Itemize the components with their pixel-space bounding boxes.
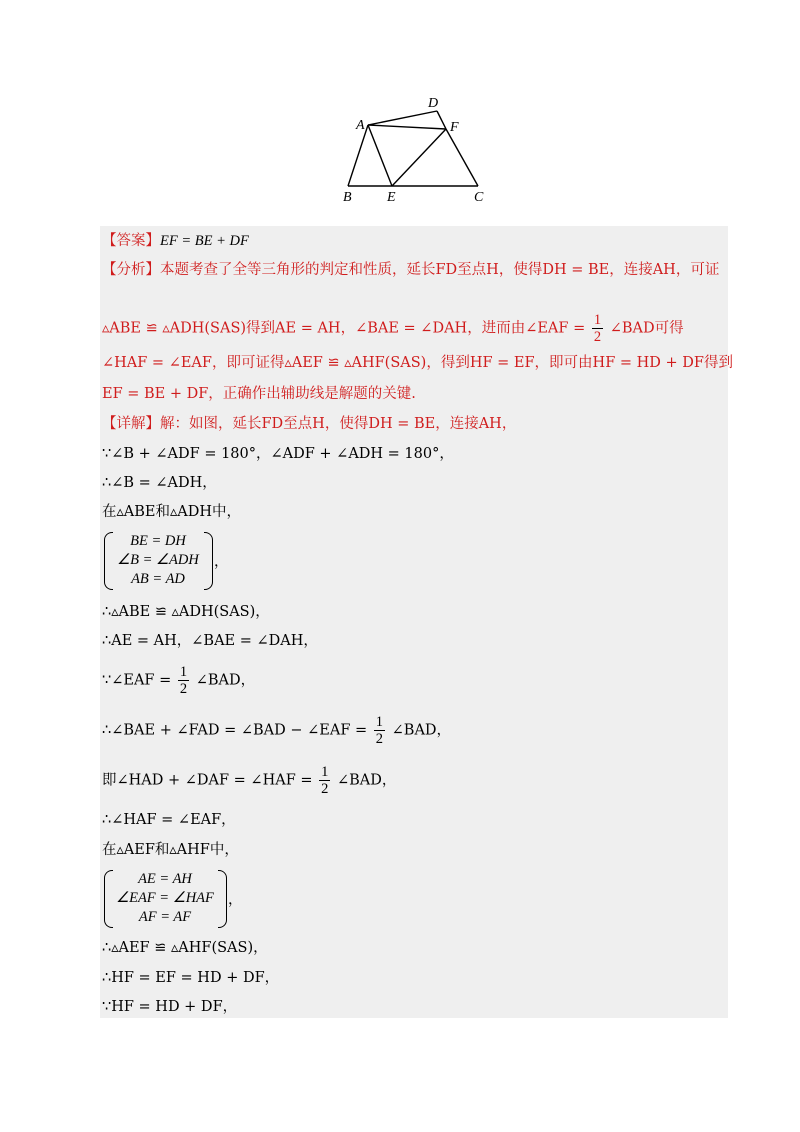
step-13: ∵HF = HD + DF， <box>102 999 238 1015</box>
system-tail: ， <box>228 892 243 908</box>
fraction-half <box>178 664 189 697</box>
right-brace <box>204 532 213 590</box>
analysis-line-1: 【分析】本题考查了全等三角形的判定和性质，延长FD至点H，使得DH = BE，连接AH，可证 <box>102 262 720 278</box>
label-D: D <box>428 96 439 111</box>
analysis-line-4: EF = BE + DF，正确作出辅助线是解题的关键. <box>102 386 416 402</box>
step-3: 在▵ABE和▵ADH中， <box>102 504 242 520</box>
step-10: 在▵AEF和▵AHF中， <box>102 842 239 858</box>
segment-DF <box>437 111 446 129</box>
right-brace <box>218 870 227 928</box>
segment-FC <box>446 129 478 186</box>
system-tail: ， <box>214 554 229 570</box>
step-6 <box>102 664 255 697</box>
segment-AB <box>348 125 368 186</box>
fraction-numerator: 1 <box>593 312 602 328</box>
step-5: ∴AE = AH，∠BAE = ∠DAH， <box>102 633 318 649</box>
system-row: ∠EAF = ∠HAF <box>116 890 214 906</box>
system-rows <box>110 870 220 927</box>
step-6-text: ∵∠EAF = <box>102 672 172 689</box>
system-rows <box>110 532 206 589</box>
step-7-tail: ∠BAD， <box>391 722 452 739</box>
label-F: F <box>450 120 459 135</box>
step-7-text: ∴∠BAE + ∠FAD = ∠BAD − ∠EAF = <box>102 722 368 739</box>
quadrilateral-diagram <box>330 92 500 210</box>
answer-text: EF = BE + DF <box>160 233 249 249</box>
fraction-numerator: 1 <box>321 764 329 780</box>
step-2: ∴∠B = ∠ADH， <box>102 475 217 491</box>
system-row: AF = AF <box>138 909 192 925</box>
analysis-line-2-text: ▵ABE ≌ ▵ADH(SAS)得到AE = AH，∠BAE = ∠DAH，进而由∠EAF = <box>102 320 586 337</box>
fraction-denominator: 2 <box>593 329 602 345</box>
label-A: A <box>356 118 365 133</box>
label-B: B <box>343 190 352 205</box>
step-12: ∴HF = EF = HD + DF， <box>102 970 280 986</box>
detail-line-1: 【详解】解：如图，延长FD至点H，使得DH = BE，连接AH， <box>102 416 517 432</box>
fraction-denominator: 2 <box>179 681 188 697</box>
segment-EF <box>392 129 446 186</box>
geometry-figure <box>330 92 500 210</box>
step-7 <box>102 714 451 747</box>
step-1: ∵∠B + ∠ADF = 180°，∠ADF + ∠ADH = 180°， <box>102 446 454 462</box>
analysis-line-3: ∠HAF = ∠EAF，即可证得▵AEF ≌ ▵AHF(SAS)，得到HF = EF，即可由HF = HD + DF得到 <box>102 355 733 371</box>
step-9: ∴∠HAF = ∠EAF， <box>102 812 236 828</box>
step-8-text: 即∠HAD + ∠DAF = ∠HAF = <box>102 772 313 789</box>
analysis-line-2 <box>102 312 684 345</box>
segment-AF <box>368 125 446 129</box>
segment-AE <box>368 125 392 186</box>
system-row: AE = AH <box>138 871 192 887</box>
answer-tag: 【答案】 <box>102 233 160 249</box>
fraction-denominator: 2 <box>375 731 384 747</box>
step-11: ∴▵AEF ≌ ▵AHF(SAS)， <box>102 940 268 956</box>
answer-line <box>102 231 249 251</box>
fraction-numerator: 1 <box>375 714 384 730</box>
fraction-half <box>374 714 385 747</box>
fraction-half <box>592 312 603 345</box>
system-row: ∠B = ∠ADH <box>117 552 199 568</box>
analysis-line-2-tail: ∠BAD可得 <box>609 320 684 337</box>
step-6-tail: ∠BAD， <box>195 672 256 689</box>
fraction-denominator: 2 <box>321 781 329 797</box>
fraction-numerator: 1 <box>179 664 188 680</box>
label-C: C <box>474 190 484 205</box>
system-row: AB = AD <box>131 571 185 587</box>
step-8-tail: ∠BAD， <box>337 772 397 789</box>
fraction-half <box>319 764 330 797</box>
segment-AD <box>368 111 437 125</box>
step-4: ∴▵ABE ≌ ▵ADH(SAS)， <box>102 604 270 620</box>
system-row: BE = DH <box>130 533 186 549</box>
label-E: E <box>387 190 396 205</box>
step-8 <box>102 764 396 797</box>
